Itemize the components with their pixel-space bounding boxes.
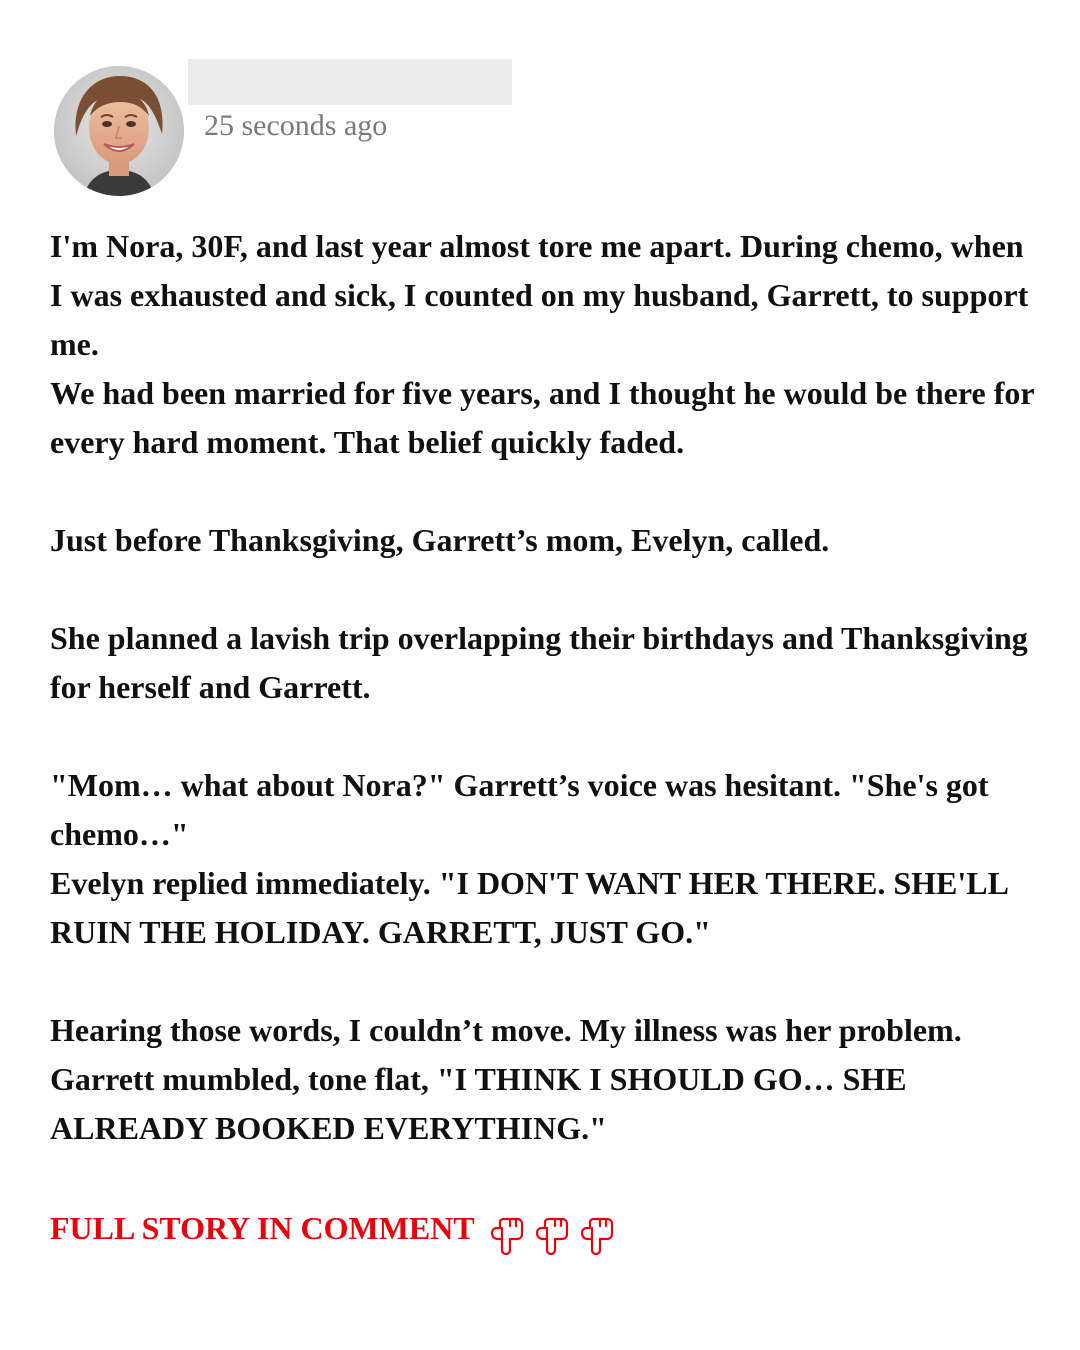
full-story-cta[interactable] [50,1204,1040,1257]
post-body [50,222,1040,1255]
author-name-placeholder[interactable] [188,59,512,105]
story-line: Just before Thanksgiving, Garrett’s mom, Evelyn, called. [50,522,830,558]
post-header [54,66,1034,198]
cta-text: FULL STORY IN COMMENT [50,1210,475,1246]
story-line: I'm Nora, 30F, and last year almost tore me apart. During chemo, when I was exhausted and sick, I counted on my husband, Garrett, to support me. [50,228,1029,362]
avatar[interactable] [54,66,184,196]
pointing-down-hand-icon [579,1217,615,1255]
avatar-photo [54,66,184,196]
story-paragraph-2 [50,516,1040,565]
story-paragraph-4 [50,761,1040,957]
story-paragraph-1 [50,222,1040,467]
story-line: "Mom… what about Nora?" Garrett’s voice was hesitant. "She's got chemo…" [50,767,989,852]
story-line: Evelyn replied immediately. "I DON'T WANT HER THERE. SHE'LL RUIN THE HOLIDAY. GARRETT, JUST GO." [50,865,1008,950]
pointing-down-hand-icon [489,1217,525,1255]
story-line: She planned a lavish trip overlapping their birthdays and Thanksgiving for herself and Garrett. [50,620,1028,705]
story-paragraph-3 [50,614,1040,712]
cta-icons [489,1208,624,1257]
pointing-down-hand-icon [534,1217,570,1255]
story-paragraph-5 [50,1006,1040,1153]
post-timestamp[interactable]: 25 seconds ago [204,109,388,142]
story-line: We had been married for five years, and I thought he would be there for every hard moment. That belief quickly faded. [50,375,1034,460]
story-line: Hearing those words, I couldn’t move. My illness was her problem. [50,1012,962,1048]
story-line: Garrett mumbled, tone flat, "I THINK I SHOULD GO… SHE ALREADY BOOKED EVERYTHING." [50,1061,907,1146]
